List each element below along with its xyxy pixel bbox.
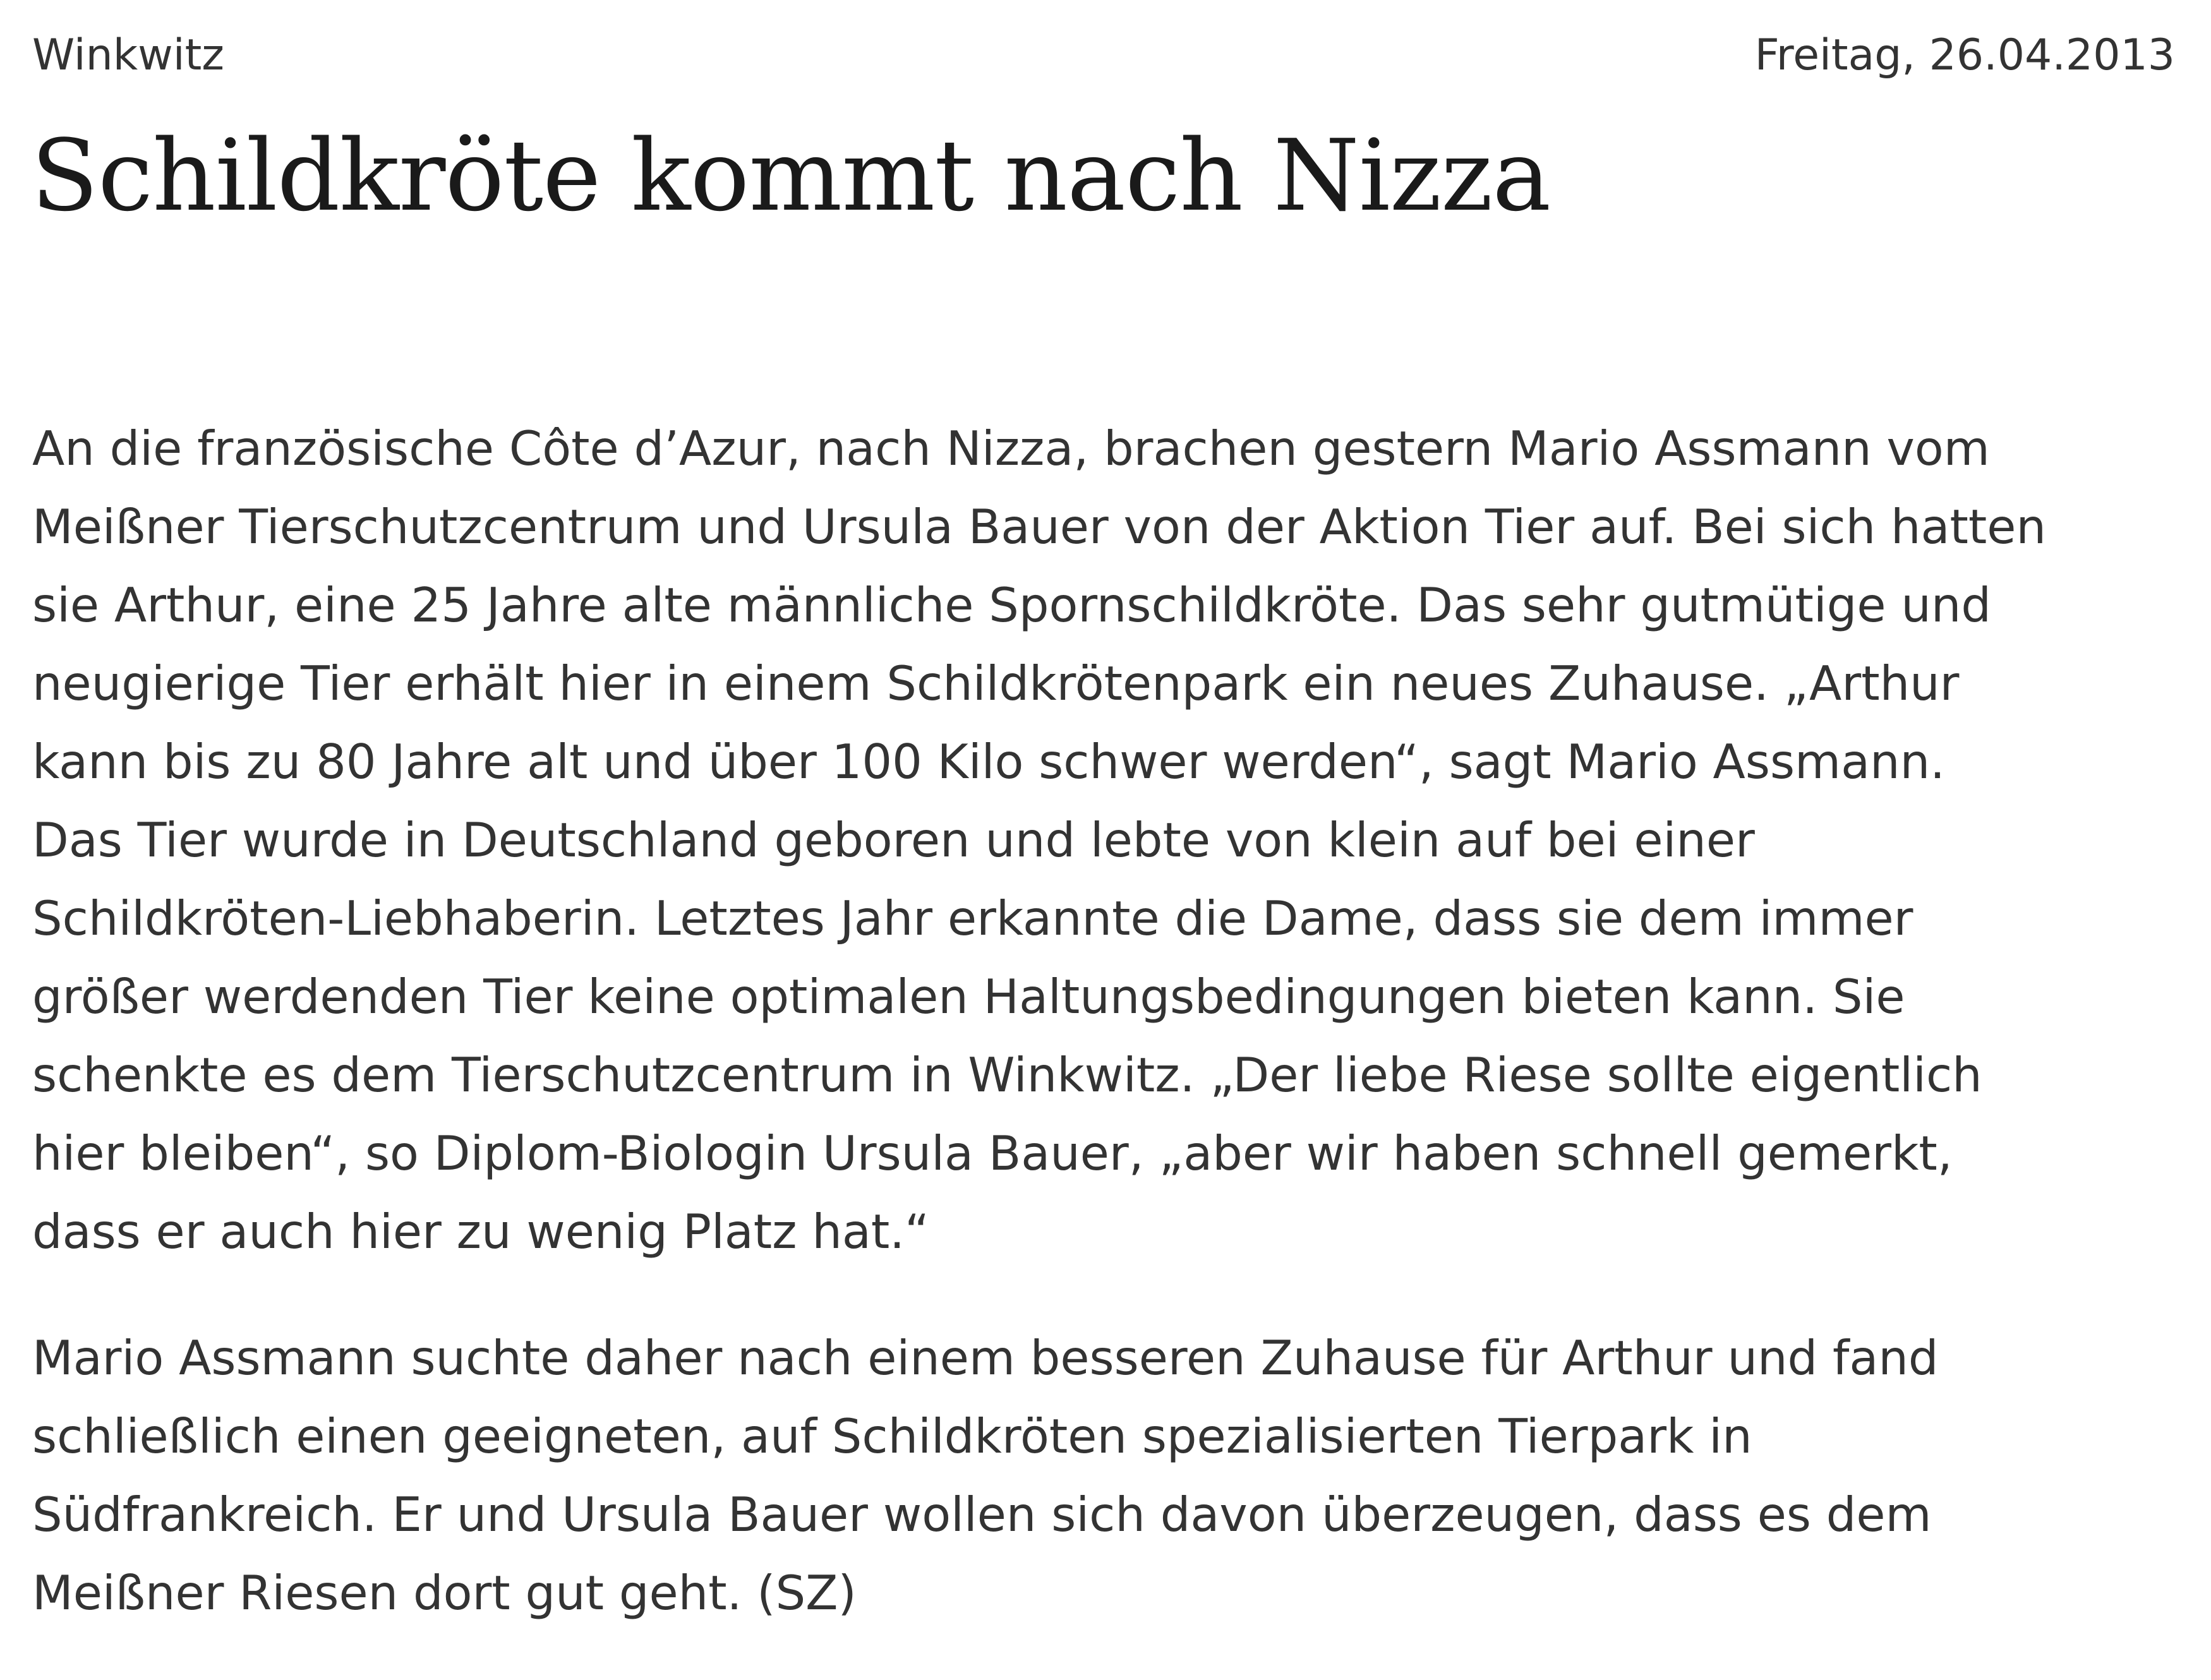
paragraph-line: Meißner Riesen dort gut geht. (SZ): [32, 1565, 857, 1621]
paragraph-line: An die französische Côte d’Azur, nach Nizza, brachen gestern Mario Assmann vom: [32, 421, 1990, 476]
article-date: Freitag, 26.04.2013: [1754, 30, 2175, 80]
paragraph-line: dass er auch hier zu wenig Platz hat.“: [32, 1204, 929, 1259]
paragraph-line: Meißner Tierschutzcentrum und Ursula Bauer von der Aktion Tier auf. Bei sich hatten: [32, 499, 2046, 555]
paragraph-line: kann bis zu 80 Jahre alt und über 100 Kilo schwer werden“, sagt Mario Assmann.: [32, 734, 1945, 789]
article-headline: Schildkröte kommt nach Nizza: [31, 118, 1551, 233]
article-paragraph-1: [32, 409, 2193, 1271]
article-location: Winkwitz: [32, 30, 224, 80]
paragraph-line: hier bleiben“, so Diplom-Biologin Ursula Bauer, „aber wir haben schnell gemerkt,: [32, 1125, 1953, 1181]
paragraph-line: schenkte es dem Tierschutzcentrum in Winkwitz. „Der liebe Riese sollte eigentlich: [32, 1047, 1982, 1103]
paragraph-line: sie Arthur, eine 25 Jahre alte männliche Spornschildkröte. Das sehr gutmütige und: [32, 577, 1992, 633]
paragraph-line: größer werdenden Tier keine optimalen Haltungsbedingungen bieten kann. Sie: [32, 969, 1905, 1024]
paragraph-line: Schildkröten-Liebhaberin. Letztes Jahr erkannte die Dame, dass sie dem immer: [32, 891, 1913, 946]
paragraph-line: schließlich einen geeigneten, auf Schildkröten spezialisierten Tierpark in: [32, 1408, 1752, 1464]
paragraph-line: neugierige Tier erhält hier in einem Schildkrötenpark ein neues Zuhause. „Arthur: [32, 656, 1960, 711]
paragraph-line: Mario Assmann suchte daher nach einem besseren Zuhause für Arthur und fand: [32, 1330, 1939, 1386]
paragraph-line: Das Tier wurde in Deutschland geboren und lebte von klein auf bei einer: [32, 812, 1755, 868]
article-paragraph-2: [32, 1319, 2193, 1632]
paragraph-line: Südfrankreich. Er und Ursula Bauer wollen sich davon überzeugen, dass es dem: [32, 1487, 1932, 1542]
